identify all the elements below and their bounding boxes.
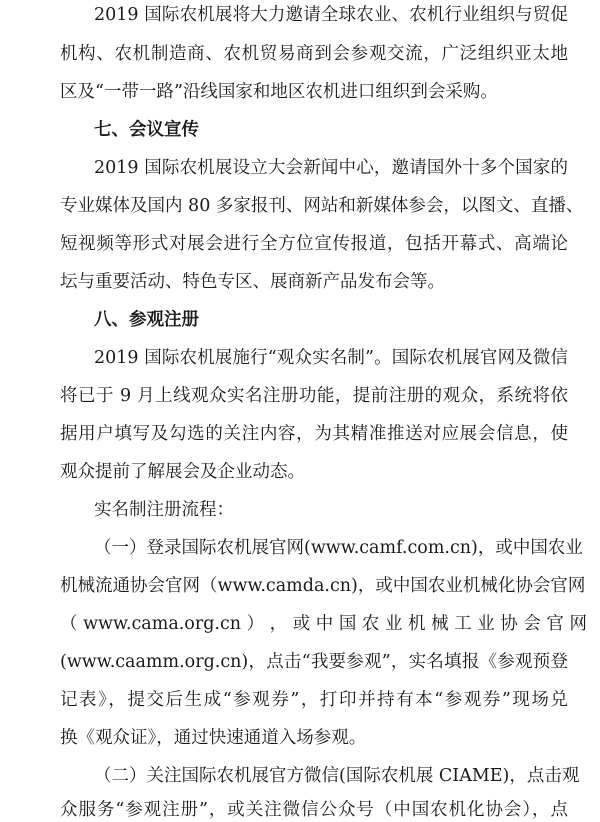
paragraph-line: 专业媒体及国内 80 多家报刊、网站和新媒体参会，以图文、直播、 (60, 196, 584, 216)
paragraph-line: （ www.cama.org.cn ） ， 或 中 国 农 业 机 械 工 业 协 会 官 网 (60, 614, 587, 634)
section-heading-registration: 八、参观注册 (94, 310, 199, 330)
paragraph-line: 短视频等形式对展会进行全方位宣传报道，包括开幕式、高端论 (60, 234, 568, 254)
paragraph-line: （一）登录国际农机展官网(www.camf.com.cn)，或中国农业 (94, 538, 583, 558)
paragraph-line: 坛与重要活动、特色专区、展商新产品发布会等。 (60, 272, 445, 292)
section-heading-publicity: 七、会议宣传 (94, 120, 199, 140)
paragraph-line: (www.caamm.org.cn)，点击“我要参观”，实名填报《参观预登 (60, 652, 568, 672)
paragraph-line: 换《观众证》，通过快速通道入场参观。 (60, 728, 367, 748)
paragraph-line: 2019 国际农机展将大力邀请全球农业、农机行业组织与贸促 (94, 5, 568, 25)
paragraph-line: 据用户填写及勾选的关注内容，为其精准推送对应展会信息，使 (60, 424, 568, 444)
paragraph-line: 将已于 9 月上线观众实名注册功能，提前注册的观众，系统将依 (60, 386, 568, 406)
paragraph-line: 区及“一带一路”沿线国家和地区农机进口组织到会采购。 (60, 82, 498, 102)
paragraph-line: 众服务“参观注册”，或关注微信公众号（中国农机化协会），点 (60, 800, 568, 820)
paragraph-line: 机构、农机制造商、农机贸易商到会参观交流，广泛组织亚太地 (60, 44, 568, 64)
paragraph-line: 机械流通协会官网（www.camda.cn)，或中国农业机械化协会官网 (60, 576, 586, 596)
paragraph-line: （二）关注国际农机展官方微信(国际农机展 CIAME)，点击观 (94, 766, 580, 786)
paragraph-line: 2019 国际农机展施行“观众实名制”。国际农机展官网及微信 (94, 348, 568, 368)
flow-title: 实名制注册流程： (94, 500, 234, 520)
paragraph-line: 记表》，提交后生成“参观券”，打印并持有本“参观券”现场兑 (60, 690, 568, 710)
paragraph-line: 2019 国际农机展设立大会新闻中心，邀请国外十多个国家的 (94, 158, 568, 178)
paragraph-line: 观众提前了解展会及企业动态。 (60, 462, 305, 482)
